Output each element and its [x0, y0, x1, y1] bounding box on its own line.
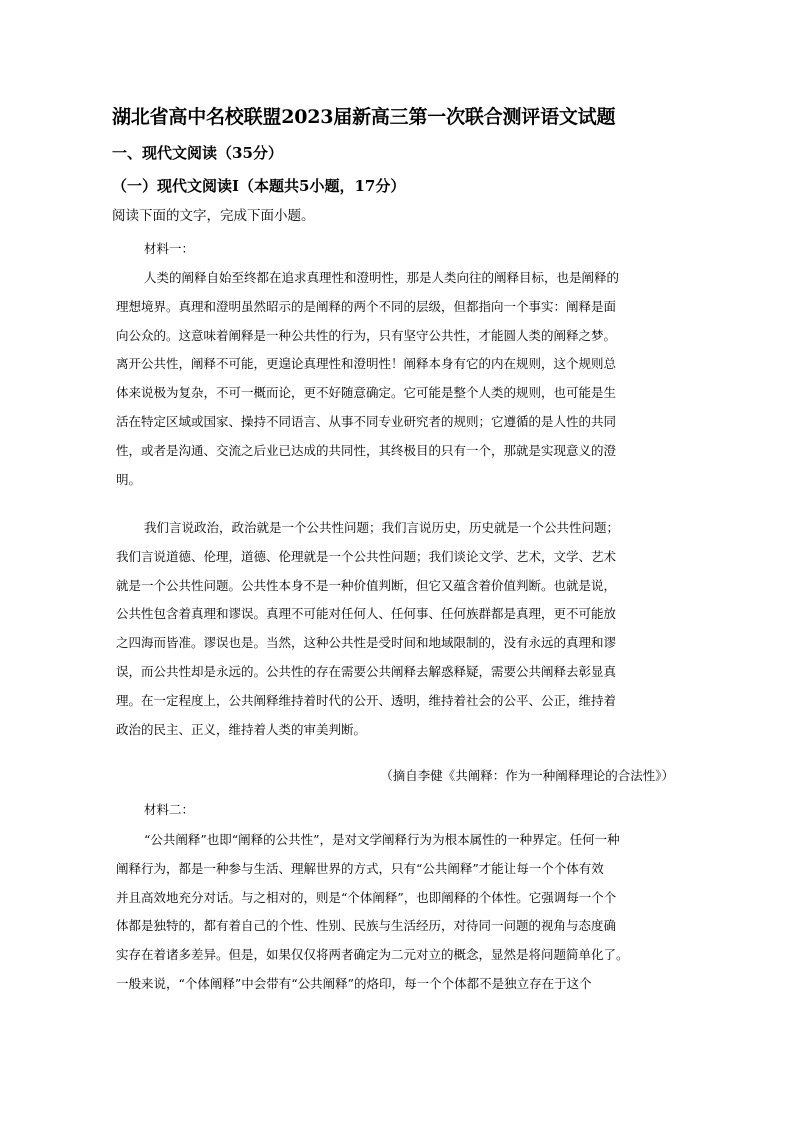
text-line: 理想境界。真理和澄明虽然昭示的是阐释的两个不同的层级，但都指向一个事实：阐释是面 — [116, 298, 617, 314]
material2-paragraph1 — [116, 826, 678, 999]
text-line: 性，或者是沟通、交流之后业已达成的共同性，其终极目的只有一个，那就是实现意义的澄 — [116, 442, 617, 458]
text-line: 体来说极为复杂，不可一概而论，更不好随意确定。它可能是整个人类的规则，也可能是生 — [116, 385, 617, 401]
material1-paragraph1 — [116, 264, 678, 494]
text-line: 公共性包含着真理和谬误。真理不可能对任何人、任何事、任何族群都是真理，更不可能放 — [116, 606, 617, 622]
material1-label: 材料一： — [144, 241, 195, 256]
text-line: 活在特定区域或国家、操持不同语言、从事不同专业研究者的规则；它遵循的是人性的共同 — [116, 413, 617, 429]
subsection-heading: （一）现代文阅读Ⅰ（本题共5小题，17分） — [112, 177, 406, 195]
text-line: 就是一个公共性问题。公共性本身不是一种价值判断，但它又蕴含着价值判断。也就是说， — [116, 577, 617, 593]
text-line: 误，而公共性却是永远的。公共性的存在需要公共阐释去解惑释疑，需要公共阐释去彰显真 — [116, 663, 617, 679]
text-line: 人类的阐释自始至终都在追求真理性和澄明性，那是人类向往的阐释目标，也是阐释的 — [144, 270, 620, 285]
text-line: 离开公共性，阐释不可能，更遑论真理性和澄明性！阐释本身有它的内在规则，这个规则总 — [116, 356, 617, 372]
text-line: 并且高效地充分对话。与之相对的，则是“个体阐释”，也即阐释的个体性。它强调每一个个 — [116, 889, 617, 905]
text-line: “公共阐释”也即“阐释的公共性”，是对文学阐释行为为根本属性的一种界定。任何一种 — [144, 832, 620, 847]
text-line: 之四海而皆准。谬误也是。当然，这种公共性是受时间和地域限制的，没有永远的真理和谬 — [116, 635, 617, 651]
instruction-text: 阅读下面的文字，完成下面小题。 — [112, 208, 315, 224]
text-line: 我们言说道德、伦理，道德、伦理就是一个公共性问题；我们谈论文学、艺术，文学、艺术 — [116, 548, 617, 564]
material1-paragraph2 — [116, 514, 678, 744]
text-line: 明。 — [116, 471, 142, 487]
section-heading: 一、现代文阅读（35分） — [112, 144, 283, 162]
text-line: 阐释行为，都是一种参与生活、理解世界的方式，只有“公共阐释”才能让每一个个体有效 — [116, 860, 604, 876]
material1-source: （摘自李健《共阐释：作为一种阐释理论的合法性》） — [380, 768, 674, 783]
material2-label: 材料二： — [144, 802, 195, 817]
text-line: 一般来说，“个体阐释”中会带有“公共阐释”的烙印，每一个个体都不是独立存在于这个 — [116, 975, 592, 991]
text-line: 政治的民主、正义，维持着人类的审美判断。 — [116, 721, 367, 737]
text-line: 实存在着诸多差异。但是，如果仅仅将两者确定为二元对立的概念，显然是将问题简单化了。 — [116, 947, 629, 963]
document-title: 湖北省高中名校联盟2023届新高三第一次联合测评语文试题 — [112, 106, 616, 128]
text-line: 理。在一定程度上，公共阐释维持着时代的公开、透明，维持着社会的公平、公正，维持着 — [116, 692, 617, 708]
text-line: 我们言说政治，政治就是一个公共性问题；我们言说历史，历史就是一个公共性问题； — [144, 520, 620, 535]
text-line: 体都是独特的，都有着自己的个性、性别、民族与生活经历，对待同一问题的视角与态度确 — [116, 918, 617, 934]
text-line: 向公众的。这意味着阐释是一种公共性的行为，只有坚守公共性，才能圆人类的阐释之梦。 — [116, 327, 617, 343]
